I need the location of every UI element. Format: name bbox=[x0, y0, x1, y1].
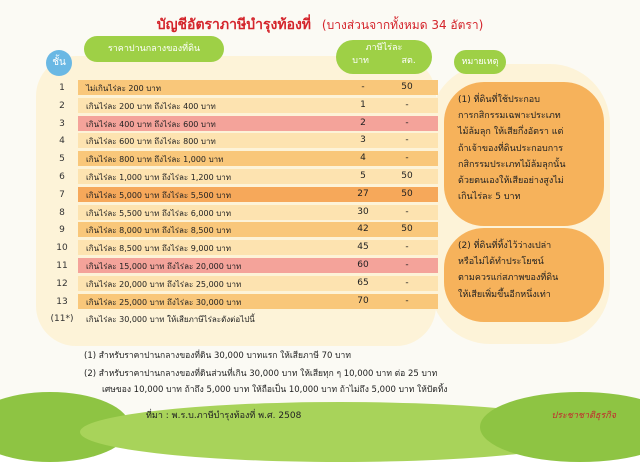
row-tax-satang: - bbox=[405, 260, 409, 270]
table-row bbox=[48, 311, 255, 327]
row-tax-baht: 2 bbox=[360, 117, 366, 128]
row-tax-baht: 45 bbox=[357, 242, 369, 253]
note-1 bbox=[444, 82, 604, 226]
table-row bbox=[48, 258, 409, 274]
footnote-3: เศษของ 10,000 บาท ถ้าถึง 5,000 บาท ให้ถือเป็น 10,000 บาท ถ้าไม่ถึง 5,000 บาท ให้ปัดทิ้ง bbox=[102, 385, 448, 395]
row-price-range: เกินไร่ละ 15,000 บาท ถึงไร่ละ 20,000 บาท bbox=[86, 262, 242, 271]
note-line: การกสิกรรมเฉพาะประเภท bbox=[458, 111, 561, 122]
row-number: 12 bbox=[56, 278, 68, 289]
row-tax-baht: - bbox=[361, 82, 365, 92]
row-tax-satang: 50 bbox=[401, 224, 413, 235]
row-number: 5 bbox=[59, 154, 65, 165]
row-number: 7 bbox=[59, 189, 65, 200]
note-2-text bbox=[458, 238, 590, 303]
row-tax-baht: 42 bbox=[357, 224, 369, 235]
row-tax-baht: 60 bbox=[357, 260, 369, 270]
note-line: ตามควรแก่สภาพของที่ดิน bbox=[458, 273, 559, 284]
row-tax-satang: - bbox=[405, 295, 409, 306]
row-tax-satang: - bbox=[405, 99, 409, 110]
row-price-range: เกินไร่ละ 200 บาท ถึงไร่ละ 400 บาท bbox=[86, 101, 216, 111]
footnote-2: (2) สำหรับราคาปานกลางของที่ดินส่วนที่เกิน 30,000 บาท ให้เสียทุก ๆ 10,000 บาท ต่อ 25 บาท bbox=[84, 369, 438, 379]
title-main: บัญชีอัตราภาษีบำรุงท้องที่ bbox=[156, 17, 312, 33]
note-line: กสิกรรมประเภทไม้ล้มลุกนั้น bbox=[458, 159, 566, 170]
footnote-1: (1) สำหรับราคาปานกลางของที่ดิน 30,000 บาทแรก ให้เสียภาษี 70 บาท bbox=[84, 351, 351, 361]
row-tax-baht: 5 bbox=[360, 171, 366, 181]
row-price-range: เกินไร่ละ 20,000 บาท ถึงไร่ละ 25,000 บาท bbox=[86, 279, 242, 289]
table-row bbox=[48, 294, 409, 310]
row-number: 8 bbox=[59, 207, 65, 218]
table-row bbox=[48, 276, 409, 292]
row-tax-baht: 3 bbox=[360, 135, 366, 146]
row-number: (11*) bbox=[50, 314, 74, 325]
row-price-range: เกินไร่ละ 8,500 บาท ถึงไร่ละ 9,000 บาท bbox=[86, 244, 232, 254]
row-number: 13 bbox=[56, 296, 68, 307]
table-row bbox=[48, 240, 409, 256]
tax-header bbox=[336, 40, 432, 74]
table-row bbox=[48, 116, 409, 132]
note-line: ไม้ล้มลุก ให้เสียกึ่งอัตรา แต่ bbox=[458, 127, 564, 138]
row-number: 9 bbox=[59, 225, 65, 236]
unit-header: ชั้น bbox=[46, 50, 72, 76]
row-number: 2 bbox=[59, 100, 65, 111]
row-tax-satang: - bbox=[405, 135, 409, 146]
note-line: (2) ที่ดินที่ทิ้งไว้ว่างเปล่า bbox=[458, 241, 552, 251]
row-price-range: เกินไร่ละ 8,000 บาท ถึงไร่ละ 8,500 บาท bbox=[86, 226, 232, 236]
table-row bbox=[48, 205, 409, 221]
row-price-range: เกินไร่ละ 1,000 บาท ถึงไร่ละ 1,200 บาท bbox=[86, 173, 232, 182]
page-title bbox=[0, 14, 640, 36]
row-number: 11 bbox=[56, 261, 68, 271]
row-tax-satang: - bbox=[405, 277, 409, 288]
table-row bbox=[48, 151, 409, 167]
note-2 bbox=[444, 228, 604, 322]
note-line: ให้เสียเพิ่มขึ้นอีกหนึ่งเท่า bbox=[458, 289, 551, 300]
row-price-range: เกินไร่ละ 30,000 บาท ให้เสียภาษีไร่ละดังต่อไปนี้ bbox=[86, 315, 255, 325]
price-header: ราคาปานกลางของที่ดิน bbox=[84, 36, 224, 62]
note-line: (1) ที่ดินที่ใช้ประกอบ bbox=[458, 95, 540, 105]
row-number: 10 bbox=[56, 243, 68, 254]
row-tax-baht: 65 bbox=[357, 277, 369, 288]
row-number: 4 bbox=[59, 136, 65, 147]
note-line: ถ้าเจ้าของที่ดินประกอบการ bbox=[458, 143, 564, 154]
row-tax-baht: 4 bbox=[360, 153, 366, 164]
tax-header-label: ภาษีไร่ละ bbox=[365, 43, 403, 53]
note-line: หรือไม่ได้ทำประโยชน์ bbox=[458, 257, 544, 268]
table-row bbox=[48, 133, 409, 149]
table-row bbox=[48, 222, 413, 238]
title-sub: (บางส่วนจากทั้งหมด 34 อัตรา) bbox=[321, 18, 484, 32]
row-price-range: เกินไร่ละ 5,000 บาท ถึงไร่ละ 5,500 บาท bbox=[86, 190, 232, 200]
table-row bbox=[48, 169, 413, 185]
row-tax-satang: 50 bbox=[401, 82, 413, 92]
table-row bbox=[48, 98, 409, 114]
row-number: 1 bbox=[59, 83, 65, 93]
note-line: ด้วยตนเองให้เสียอย่างสูงไม่ bbox=[458, 175, 564, 186]
row-price-range: เกินไร่ละ 600 บาท ถึงไร่ละ 800 บาท bbox=[86, 137, 216, 147]
table-row bbox=[48, 80, 413, 96]
row-number: 6 bbox=[59, 172, 65, 182]
row-price-range: เกินไร่ละ 400 บาท ถึงไร่ละ 600 บาท bbox=[86, 119, 216, 129]
row-tax-baht: 27 bbox=[357, 188, 369, 199]
tax-subheaders bbox=[336, 56, 432, 67]
source-note: ที่มา : พ.ร.บ.ภาษีบำรุงท้องที่ พ.ศ. 2508 bbox=[146, 411, 302, 421]
row-tax-satang: - bbox=[405, 206, 409, 217]
row-price-range: เกินไร่ละ 25,000 บาท ถึงไร่ละ 30,000 บาท bbox=[86, 297, 242, 307]
row-tax-satang: 50 bbox=[401, 171, 413, 181]
publisher-label: ประชาชาติธุรกิจ bbox=[551, 411, 616, 421]
note-line: เกินไร่ละ 5 บาท bbox=[458, 192, 521, 203]
table-row bbox=[48, 187, 413, 203]
row-price-range: ไม่เกินไร่ละ 200 บาท bbox=[86, 84, 162, 93]
note-1-text bbox=[458, 92, 590, 205]
row-tax-satang: - bbox=[405, 242, 409, 253]
row-tax-baht: 70 bbox=[357, 295, 369, 306]
row-price-range: เกินไร่ละ 5,500 บาท ถึงไร่ละ 6,000 บาท bbox=[86, 208, 232, 218]
row-tax-baht: 30 bbox=[357, 206, 369, 217]
row-number: 3 bbox=[59, 118, 65, 129]
baht-header: บาท bbox=[352, 55, 369, 66]
row-tax-satang: - bbox=[405, 153, 409, 164]
row-price-range: เกินไร่ละ 800 บาท ถึงไร่ละ 1,000 บาท bbox=[86, 155, 224, 165]
row-tax-satang: - bbox=[405, 117, 409, 128]
note-header: หมายเหตุ bbox=[454, 50, 506, 74]
row-tax-satang: 50 bbox=[401, 188, 413, 199]
row-tax-baht: 1 bbox=[360, 99, 366, 110]
satang-header: สต. bbox=[401, 55, 416, 66]
